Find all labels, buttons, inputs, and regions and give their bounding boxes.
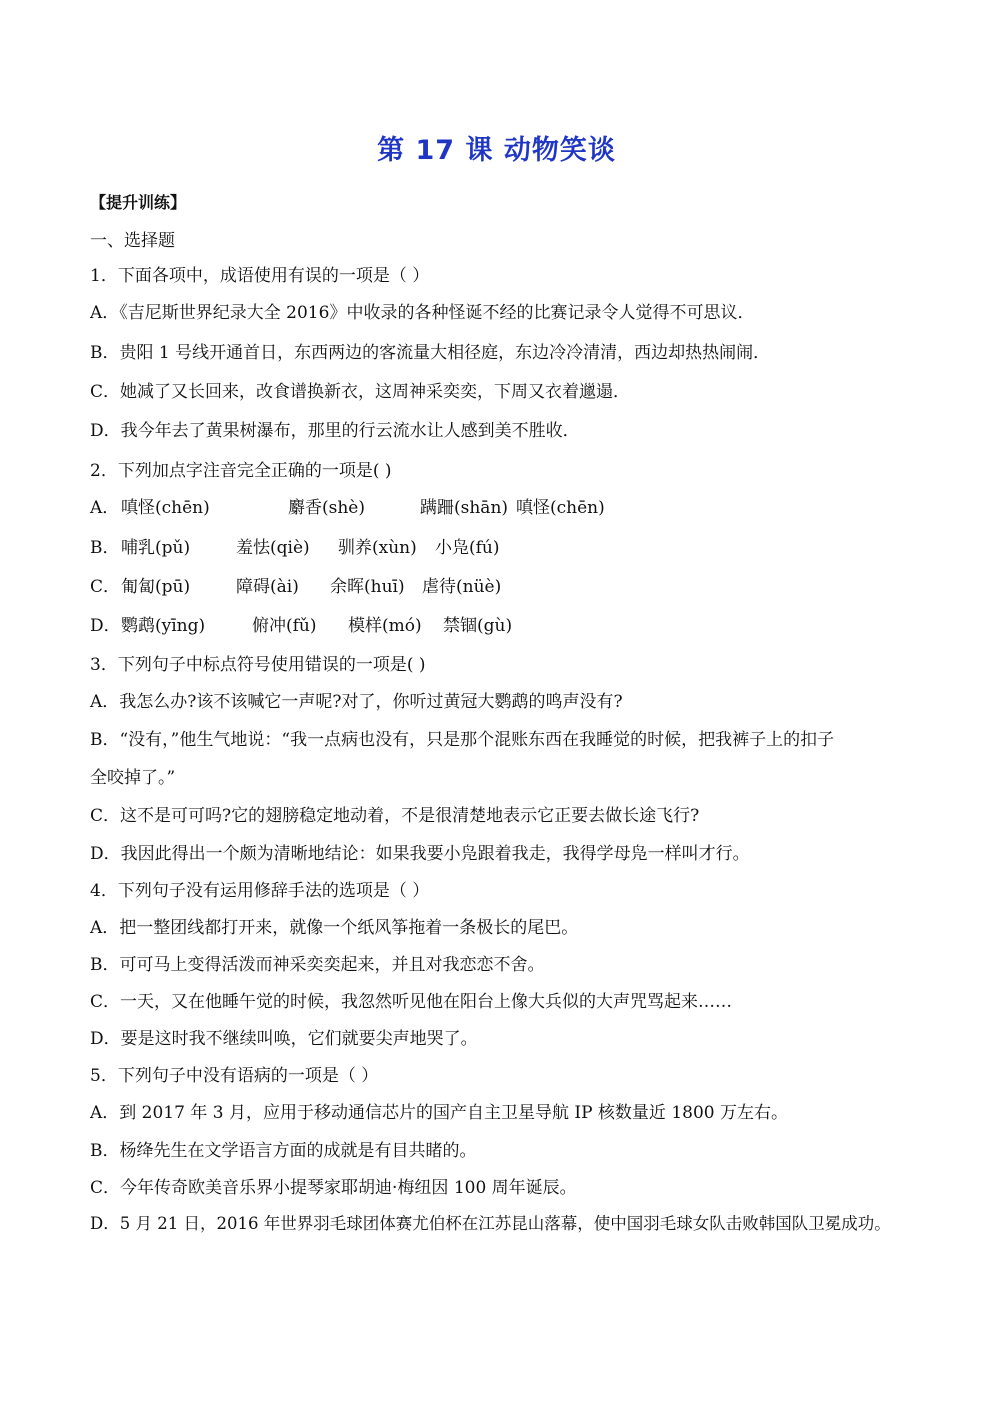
q5-option-a: A．到 2017 年 3 月，应用于移动通信芯片的国产自主卫星导航 IP 核数量近 1800 万左右。 <box>90 1103 789 1123</box>
q2-stem: 2．下列加点字注音完全正确的一项是( ) <box>90 461 392 481</box>
q2-option-d-item: 鹦鹉(yīng) <box>121 616 206 636</box>
q2-option-b-item: 小凫(fú) <box>435 538 500 558</box>
q5-option-d: D．5 月 21 日，2016 年世界羽毛球团体赛尤伯杯在江苏昆山落幕，使中国羽毛球女队击败韩国队卫冕成功。 <box>90 1214 891 1233</box>
q1-option-b: B．贵阳 1 号线开通首日，东西两边的客流量大相径庭，东边冷冷清清，西边却热热闹闹． <box>90 343 771 363</box>
q2-option-d-item: 模样(mó) <box>348 616 422 636</box>
q2-option-c-item: 匍匐(pū) <box>121 577 191 597</box>
q5-option-c: C．今年传奇欧美音乐界小提琴家耶胡迪·梅纽因 100 周年诞辰。 <box>90 1178 577 1198</box>
q1-option-d: D．我今年去了黄果树瀑布，那里的行云流水让人感到美不胜收． <box>90 421 580 441</box>
q4-stem: 4．下列句子没有运用修辞手法的选项是（ ） <box>90 881 430 901</box>
q4-option-a: A．把一整团线都打开来，就像一个纸风筝拖着一条极长的尾巴。 <box>90 918 579 938</box>
q5-option-b: B．杨绛先生在文学语言方面的成就是有目共睹的。 <box>90 1141 477 1161</box>
q2-option-d-item: 禁锢(gù) <box>443 616 513 636</box>
q5-stem: 5．下列句子中没有语病的一项是（ ） <box>90 1066 379 1086</box>
section-tag: 【提升训练】 <box>90 193 187 212</box>
q2-option-c-label: C． <box>90 577 121 597</box>
q2-option-a-item: 嗔怪(chēn) <box>516 498 605 518</box>
q3-option-b-continued: 全咬掉了。” <box>90 768 176 788</box>
q4-option-d: D．要是这时我不继续叫唤，它们就要尖声地哭了。 <box>90 1029 478 1049</box>
q2-option-b-item: 哺乳(pǔ) <box>121 538 191 558</box>
q1-stem: 1．下面各项中，成语使用有误的一项是（ ） <box>90 266 430 286</box>
q3-option-d: D．我因此得出一个颇为清晰地结论：如果我要小凫跟着我走，我得学母凫一样叫才行。 <box>90 844 750 864</box>
q2-option-b-item: 驯养(xùn) <box>338 538 417 558</box>
q4-option-b: B．可可马上变得活泼而神采奕奕起来，并且对我恋恋不舍。 <box>90 955 545 975</box>
q2-option-a-label: A． <box>90 498 120 518</box>
q3-option-b: B．“没有，”他生气地说：“我一点病也没有，只是那个混账东西在我睡觉的时候，把我裤子上的扣子 <box>90 730 835 750</box>
q3-option-a: A．我怎么办?该不该喊它一声呢?对了，你听过黄冠大鹦鹉的鸣声没有? <box>90 692 623 712</box>
q2-option-c-item: 虐待(nüè) <box>422 577 502 597</box>
q3-option-c: C．这不是可可吗?它的翅膀稳定地动着，不是很清楚地表示它正要去做长途飞行? <box>90 806 700 826</box>
q4-option-c: C．一天，又在他睡午觉的时候，我忽然听见他在阳台上像大兵似的大声咒骂起来…… <box>90 992 733 1012</box>
q2-option-a-item: 麝香(shè) <box>288 498 365 518</box>
q2-option-b-item: 羞怯(qiè) <box>236 538 310 558</box>
section-heading: 一、选择题 <box>90 231 175 251</box>
q2-option-b-label: B． <box>90 538 120 558</box>
q2-option-c-item: 障碍(ài) <box>236 577 299 597</box>
q1-option-c: C．她减了又长回来，改食谱换新衣，这周神采奕奕，下周又衣着邋遢． <box>90 382 631 402</box>
q2-option-a-item: 蹒跚(shān) <box>420 498 509 518</box>
q1-option-a: A．《吉尼斯世界纪录大全 2016》中收录的各种怪诞不经的比赛记录令人觉得不可思议． <box>90 303 755 323</box>
q3-stem: 3．下列句子中标点符号使用错误的一项是( ) <box>90 655 426 675</box>
q2-option-d-item: 俯冲(fǔ) <box>252 616 317 636</box>
q2-option-a-item: 嗔怪(chēn) <box>121 498 210 518</box>
q2-option-c-item: 余晖(huī) <box>330 577 405 597</box>
page-title: 第 17 课 动物笑谈 <box>377 135 616 166</box>
q2-option-d-label: D． <box>90 616 121 636</box>
